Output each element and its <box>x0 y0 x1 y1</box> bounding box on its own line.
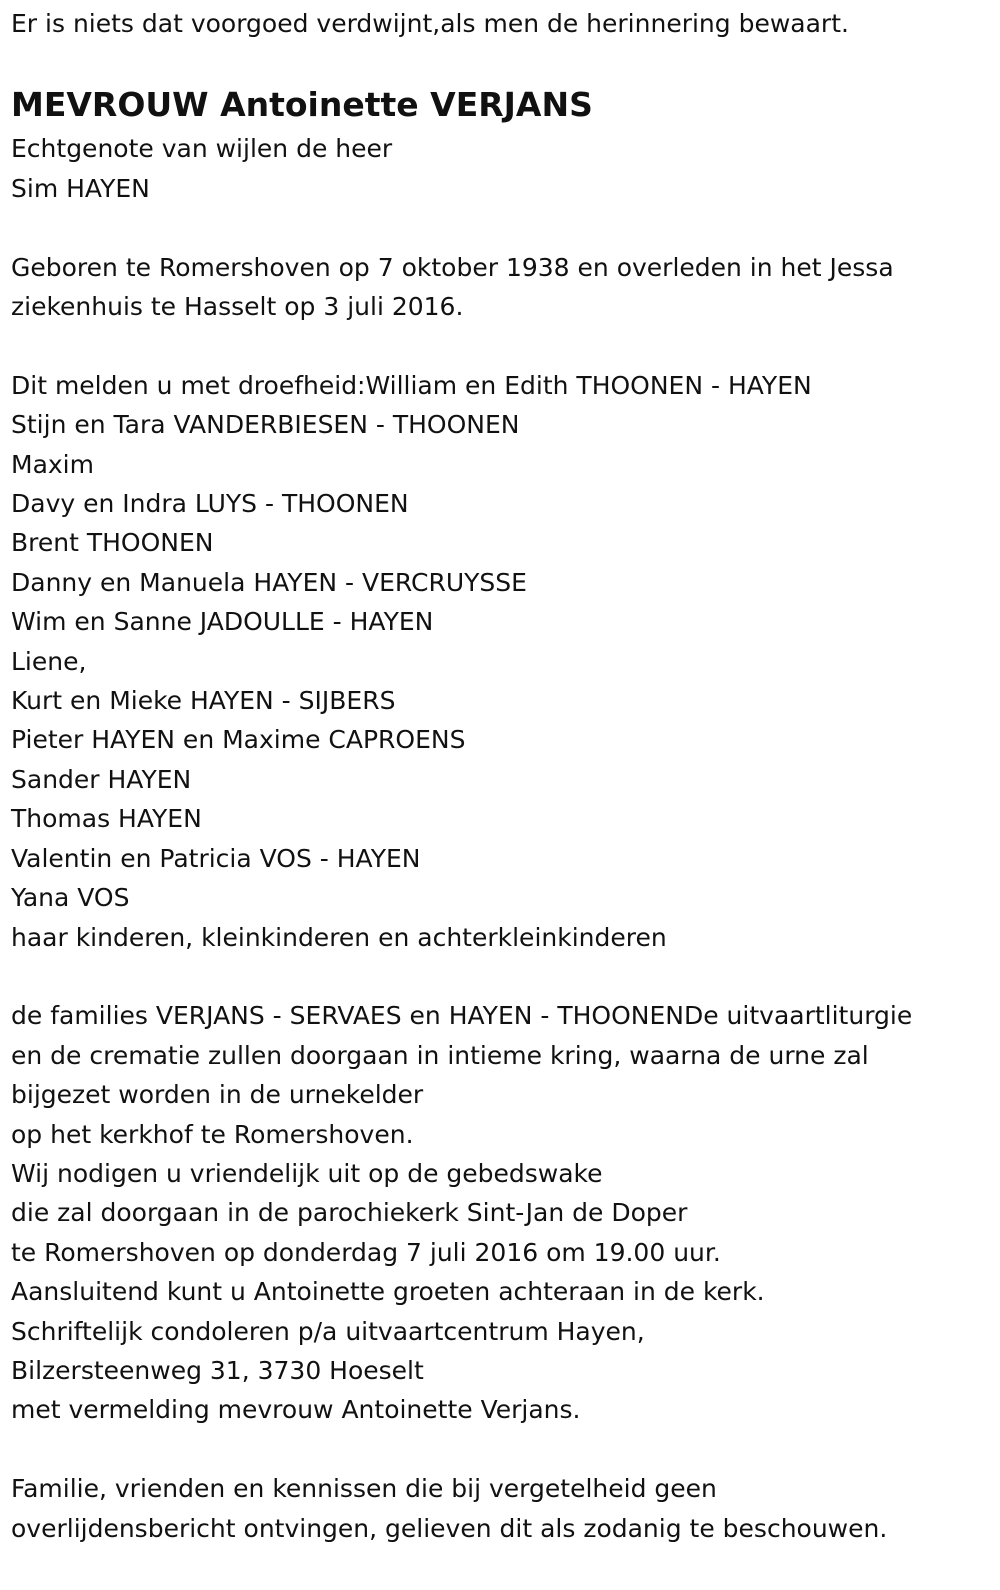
ceremony-line: Bilzersteenweg 31, 3730 Hoeselt <box>11 1355 424 1385</box>
mourner-line: haar kinderen, kleinkinderen en achterkleinkinderen <box>11 922 667 952</box>
deceased-name: MEVROUW Antoinette VERJANS <box>11 85 593 125</box>
mourner-line: Stijn en Tara VANDERBIESEN - THOONEN <box>11 410 520 440</box>
mourner-line: Maxim <box>11 449 94 479</box>
ceremony-line: Schriftelijk condoleren p/a uitvaartcentrum Hayen, <box>11 1316 645 1346</box>
ceremony-line: te Romershoven op donderdag 7 juli 2016 om 19.00 uur. <box>11 1237 721 1267</box>
mourner-line: Kurt en Mieke HAYEN - SIJBERS <box>11 686 396 716</box>
mourner-line: Valentin en Patricia VOS - HAYEN <box>11 843 421 873</box>
birth-death-line: ziekenhuis te Hasselt op 3 juli 2016. <box>11 292 464 322</box>
ceremony-line: met vermelding mevrouw Antoinette Verjans. <box>11 1395 581 1425</box>
mourner-line: Thomas HAYEN <box>11 804 202 834</box>
mourner-line: Sander HAYEN <box>11 764 192 794</box>
mourner-line: Yana VOS <box>11 883 130 913</box>
mourner-line: Wim en Sanne JADOULLE - HAYEN <box>11 607 434 637</box>
mourner-line: Danny en Manuela HAYEN - VERCRUYSSE <box>11 567 527 597</box>
spouse-line: Echtgenote van wijlen de heer <box>11 134 393 164</box>
mourner-line: Davy en Indra LUYS - THOONEN <box>11 489 409 519</box>
ceremony-line: op het kerkhof te Romershoven. <box>11 1119 414 1149</box>
ceremony-line: de families VERJANS - SERVAES en HAYEN - THOONENDe uitvaartliturgie <box>11 1001 913 1031</box>
mourner-line: Brent THOONEN <box>11 528 214 558</box>
closing-line: overlijdensbericht ontvingen, gelieven dit als zodanig te beschouwen. <box>11 1513 888 1543</box>
mourner-line: Liene, <box>11 646 87 676</box>
closing-line: Familie, vrienden en kennissen die bij vergetelheid geen <box>11 1474 717 1504</box>
birth-death-line: Geboren te Romershoven op 7 oktober 1938 en overleden in het Jessa <box>11 252 894 282</box>
ceremony-line: Wij nodigen u vriendelijk uit op de gebedswake <box>11 1158 603 1188</box>
spouse-line: Sim HAYEN <box>11 173 150 203</box>
paragraph-spacer <box>11 957 991 996</box>
mourner-line: Dit melden u met droefheid:William en Edith THOONEN - HAYEN <box>11 370 812 400</box>
paragraph-spacer <box>11 208 991 247</box>
ceremony-line: Aansluitend kunt u Antoinette groeten achteraan in de kerk. <box>11 1277 765 1307</box>
obituary-notice <box>11 0 991 1548</box>
ceremony-line: en de crematie zullen doorgaan in intieme kring, waarna de urne zal <box>11 1040 869 1070</box>
paragraph-spacer <box>11 1430 991 1469</box>
ceremony-line: die zal doorgaan in de parochiekerk Sint-Jan de Doper <box>11 1198 688 1228</box>
paragraph-spacer <box>11 326 991 365</box>
motto: Er is niets dat voorgoed verdwijnt,als men de herinnering bewaart. <box>11 9 849 38</box>
ceremony-line: bijgezet worden in de urnekelder <box>11 1080 424 1110</box>
mourner-line: Pieter HAYEN en Maxime CAPROENS <box>11 725 466 755</box>
